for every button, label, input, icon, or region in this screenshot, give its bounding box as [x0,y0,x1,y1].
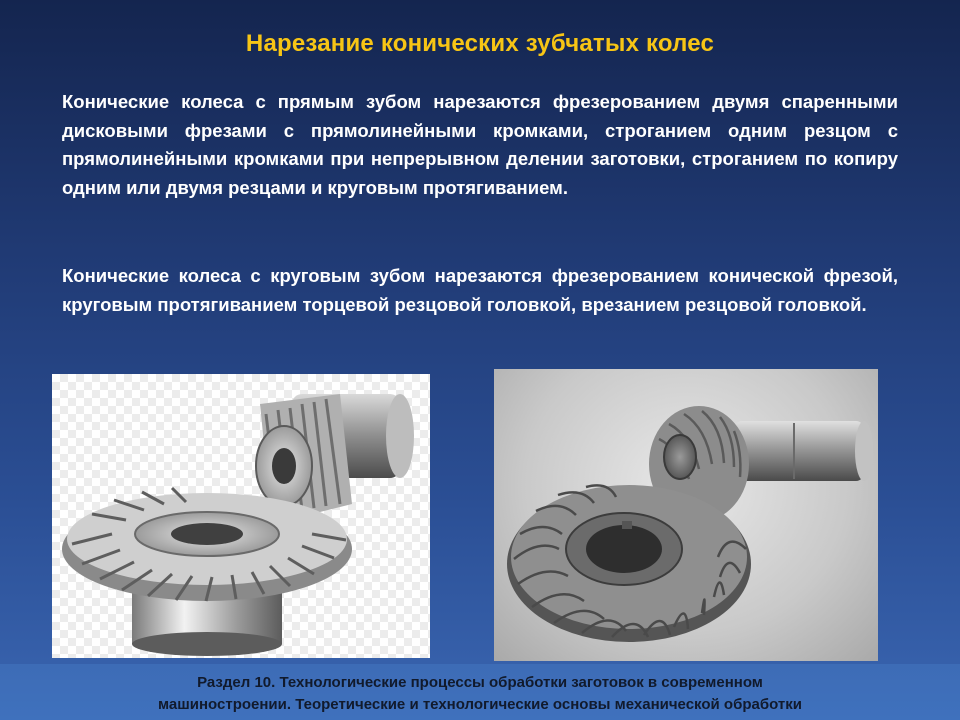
paragraph-spiral-teeth: Конические колеса с круговым зубом нарезаются фрезерованием конической фрезой, круговым протягиванием торцевой резцовой головкой, врезанием резцовой головкой. [62,265,898,315]
spiral-bevel-gears-image [494,369,878,661]
slide-title: Нарезание конических зубчатых колес [245,30,715,57]
footer-line-1: Раздел 10. Технологические процессы обработки заготовок в современном [197,674,763,691]
footer-line-2: машиностроении. Теоретические и технологические основы механической обработки [158,696,802,713]
straight-bevel-gears-image [52,374,430,658]
footer [0,672,960,716]
paragraph-straight-teeth: Конические колеса с прямым зубом нарезаются фрезерованием двумя спаренными дисковыми фрезами с прямолинейными кромками, строганием одним резцом с прямолинейными кромками при непрерывном делении заготовки, строганием по копиру одним или двумя резцами и круговым протягиванием. [62,91,898,198]
